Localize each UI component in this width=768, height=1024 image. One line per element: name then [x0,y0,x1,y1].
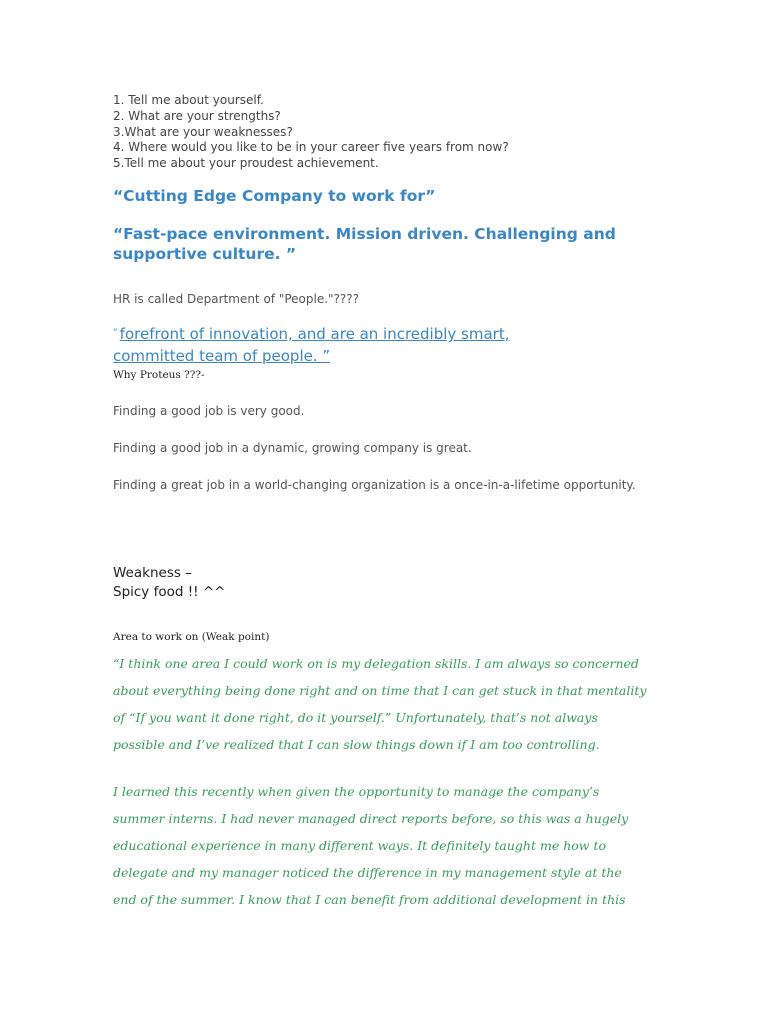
paragraph-line: possible and I’ve realized that I can slow things down if I am too controlling. [113,737,600,752]
finding-great-job: Finding a great job in a world-changing organization is a once-in-a-lifetime opportunity. [113,478,636,492]
area-to-work-on: Area to work on (Weak point) [113,631,270,643]
hr-note: HR is called Department of "People."???? [113,292,360,306]
delegation-paragraph [113,650,673,758]
heading-fast-pace: “Fast-pace environment. Mission driven. Challenging and supportive culture. ” [113,225,616,263]
finding-dynamic-company: Finding a good job in a dynamic, growing company is great. [113,441,472,455]
question-item: 3.What are your weaknesses? [113,124,293,139]
interns-paragraph [113,778,673,913]
innovation-quote [113,323,713,367]
question-item: 2. What are your strengths? [113,108,281,123]
open-quote-mark: “ [113,328,118,338]
weakness-spicy-food: Spicy food !! ^^ [113,584,226,600]
question-item: 1. Tell me about yourself. [113,93,264,107]
question-list [113,93,713,172]
question-item: 5.Tell me about your proudest achievement. [113,156,379,171]
innovation-link-line2[interactable]: committed team of people. ” [113,347,331,365]
paragraph-line: summer interns. I had never managed direct reports before, so this was a hugely [113,811,629,826]
paragraph-line: delegate and my manager noticed the difference in my management style at the [113,865,622,880]
question-item: 4. Where would you like to be in your career five years from now? [113,140,509,155]
paragraph-line: end of the summer. I know that I can benefit from additional development in this [113,892,626,907]
paragraph-line: about everything being done right and on time that I can get stuck in that mentality [113,683,647,698]
innovation-link-line1[interactable]: forefront of innovation, and are an incredibly smart, [119,325,510,343]
heading-cutting-edge: “Cutting Edge Company to work for” [113,187,436,205]
why-proteus-line: Why Proteus ???- [113,369,205,381]
paragraph-line: I learned this recently when given the opportunity to manage the company’s [113,784,600,799]
weakness-title: Weakness – [113,565,192,581]
weakness-note [113,564,225,602]
finding-good-job: Finding a good job is very good. [113,404,305,418]
paragraph-line: of “If you want it done right, do it yourself.” Unfortunately, that’s not always [113,710,598,725]
paragraph-line: educational experience in many different ways. It definitely taught me how to [113,838,606,853]
paragraph-line: “I think one area I could work on is my delegation skills. I am always so concerned [113,656,639,671]
